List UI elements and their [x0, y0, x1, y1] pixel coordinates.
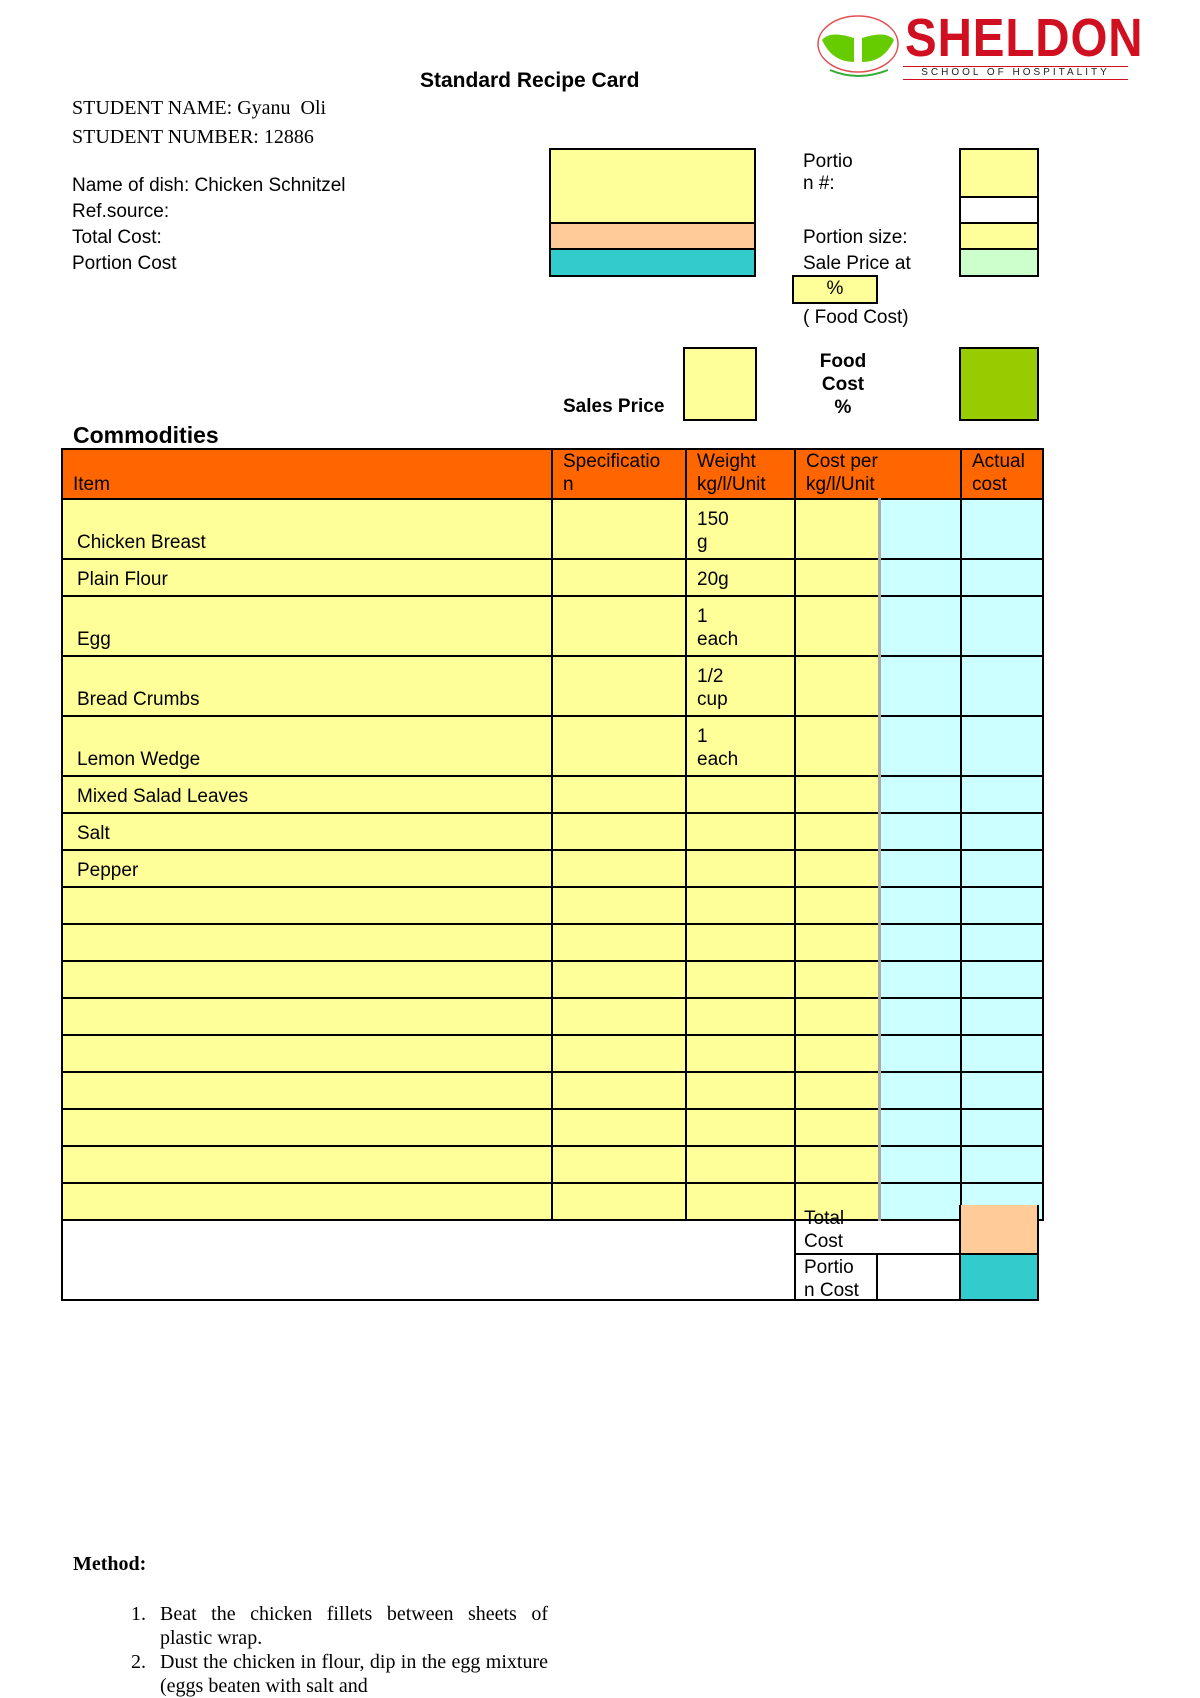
actual-cost-cell[interactable]	[961, 961, 1043, 998]
weight-cell[interactable]	[686, 961, 795, 998]
item-cell[interactable]: Chicken Breast	[62, 499, 552, 559]
weight-cell[interactable]	[686, 1072, 795, 1109]
header-specification: Specificatio n	[552, 449, 686, 499]
portion-size-box[interactable]	[959, 222, 1039, 250]
table-row	[62, 1035, 1043, 1072]
specification-cell[interactable]	[552, 1072, 686, 1109]
ref-source-label: Ref.source:	[72, 201, 170, 222]
specification-cell[interactable]	[552, 776, 686, 813]
specification-cell[interactable]	[552, 924, 686, 961]
student-name-line	[72, 95, 326, 121]
actual-cost-cell[interactable]	[961, 499, 1043, 559]
item-cell[interactable]: Plain Flour	[62, 559, 552, 596]
cost-per-extra-cell[interactable]	[879, 1035, 961, 1072]
commodities-table	[61, 448, 1044, 1221]
item-cell[interactable]: Bread Crumbs	[62, 656, 552, 716]
actual-cost-cell[interactable]	[961, 924, 1043, 961]
cost-per-extra-cell[interactable]	[879, 998, 961, 1035]
weight-cell[interactable]	[686, 776, 795, 813]
table-row	[62, 499, 1043, 559]
header-cost-per: Cost per kg/l/Unit	[795, 449, 961, 499]
cost-per-cell[interactable]	[795, 656, 879, 716]
weight-cell[interactable]	[686, 1109, 795, 1146]
cost-per-extra-cell[interactable]	[879, 559, 961, 596]
specification-cell[interactable]	[552, 656, 686, 716]
specification-cell[interactable]	[552, 998, 686, 1035]
specification-cell[interactable]	[552, 887, 686, 924]
table-row	[62, 1109, 1043, 1146]
portion-cost-box[interactable]	[549, 248, 756, 277]
item-cell[interactable]: Lemon Wedge	[62, 716, 552, 776]
method-list	[128, 1602, 548, 1698]
actual-cost-cell[interactable]	[961, 716, 1043, 776]
food-cost-paren-label: ( Food Cost)	[803, 307, 909, 328]
student-number-value: 12886	[263, 126, 314, 148]
cost-per-extra-cell[interactable]	[879, 961, 961, 998]
table-row	[62, 1072, 1043, 1109]
portion-number-label: Portio n #:	[803, 151, 853, 194]
food-cost-percent-box[interactable]	[959, 347, 1039, 421]
cost-per-extra-cell[interactable]	[879, 1109, 961, 1146]
portion-size-label: Portion size:	[803, 227, 908, 248]
portion-cost-label: Portion Cost	[72, 253, 177, 274]
student-number-line	[72, 124, 314, 150]
actual-cost-cell[interactable]	[961, 596, 1043, 656]
actual-cost-cell[interactable]	[961, 656, 1043, 716]
item-cell[interactable]	[62, 998, 552, 1035]
method-heading: Method:	[73, 1553, 147, 1575]
cost-per-extra-cell[interactable]	[879, 1146, 961, 1183]
cost-per-cell[interactable]	[795, 998, 879, 1035]
student-name-value: Gyanu Oli	[237, 97, 327, 119]
table-footer-blank	[61, 1205, 796, 1301]
footer-portion-cost-cell	[794, 1253, 878, 1301]
dish-info-box[interactable]	[549, 148, 756, 224]
item-cell[interactable]	[62, 961, 552, 998]
cost-per-cell[interactable]	[795, 1146, 879, 1183]
page-title: Standard Recipe Card	[420, 69, 640, 92]
table-row	[62, 596, 1043, 656]
table-row	[62, 998, 1043, 1035]
item-cell[interactable]: Mixed Salad Leaves	[62, 776, 552, 813]
footer-portion-cost-label: Portio n Cost	[804, 1257, 859, 1301]
specification-cell[interactable]	[552, 961, 686, 998]
table-row	[62, 656, 1043, 716]
cost-per-cell[interactable]	[795, 596, 879, 656]
specification-cell[interactable]	[552, 813, 686, 850]
actual-cost-cell[interactable]	[961, 1072, 1043, 1109]
cost-per-cell[interactable]	[795, 716, 879, 776]
cost-per-extra-cell[interactable]	[879, 776, 961, 813]
table-row	[62, 961, 1043, 998]
table-row	[62, 559, 1043, 596]
specification-cell[interactable]	[552, 850, 686, 887]
item-cell[interactable]: Pepper	[62, 850, 552, 887]
specification-cell[interactable]	[552, 559, 686, 596]
cost-per-cell[interactable]	[795, 850, 879, 887]
cost-per-extra-cell[interactable]	[879, 656, 961, 716]
dish-name-value: Chicken Schnitzel	[194, 175, 346, 196]
weight-cell[interactable]	[686, 1146, 795, 1183]
weight-cell[interactable]	[686, 813, 795, 850]
footer-total-cost-box[interactable]	[959, 1205, 1039, 1255]
cost-per-extra-cell[interactable]	[879, 813, 961, 850]
cost-per-extra-cell[interactable]	[879, 1072, 961, 1109]
footer-total-cost-label: Total Cost	[804, 1208, 845, 1252]
specification-cell[interactable]	[552, 1109, 686, 1146]
item-cell[interactable]: Salt	[62, 813, 552, 850]
cost-per-cell[interactable]	[795, 499, 879, 559]
table-row	[62, 813, 1043, 850]
footer-portion-cost-box[interactable]	[959, 1253, 1039, 1301]
sales-price-label: Sales Price	[563, 396, 665, 417]
table-header-row	[62, 449, 1043, 499]
cost-per-extra-cell[interactable]	[879, 850, 961, 887]
table-row	[62, 924, 1043, 961]
actual-cost-cell[interactable]	[961, 1146, 1043, 1183]
footer-total-cost-cell	[794, 1205, 961, 1255]
food-cost-percent-label: Food Cost %	[819, 351, 867, 418]
weight-cell[interactable]: 1 each	[686, 596, 795, 656]
dish-name-label: Name of dish:	[72, 175, 190, 196]
cost-per-extra-cell[interactable]	[879, 499, 961, 559]
method-step: 2. Dust the chicken in flour, dip in the egg mixture (eggs beaten with salt and	[131, 1651, 548, 1697]
commodities-heading: Commodities	[73, 422, 219, 448]
specification-cell[interactable]	[552, 716, 686, 776]
item-cell[interactable]	[62, 1146, 552, 1183]
item-cell[interactable]	[62, 924, 552, 961]
cost-per-cell[interactable]	[795, 1109, 879, 1146]
cost-per-cell[interactable]	[795, 924, 879, 961]
total-cost-box[interactable]	[549, 222, 756, 250]
item-cell[interactable]	[62, 1035, 552, 1072]
actual-cost-cell[interactable]	[961, 559, 1043, 596]
weight-cell[interactable]	[686, 850, 795, 887]
cost-per-cell[interactable]	[795, 1072, 879, 1109]
percent-input[interactable]: %	[792, 275, 878, 304]
footer-portion-cost-spacer	[876, 1253, 961, 1301]
actual-cost-cell[interactable]	[961, 1109, 1043, 1146]
portion-number-box[interactable]	[959, 148, 1039, 198]
cost-per-extra-cell[interactable]	[879, 887, 961, 924]
item-cell[interactable]	[62, 1109, 552, 1146]
method-step-text: Dust the chicken in flour, dip in the egg mixture (eggs beaten with salt and	[160, 1651, 548, 1697]
weight-cell[interactable]	[686, 887, 795, 924]
blank-box[interactable]	[959, 196, 1039, 224]
weight-cell[interactable]: 150 g	[686, 499, 795, 559]
table-row	[62, 850, 1043, 887]
header-actual-cost: Actual cost	[961, 449, 1043, 499]
table-row	[62, 776, 1043, 813]
logo-subtitle: SCHOOL OF HOSPITALITY	[903, 66, 1128, 80]
sales-price-box[interactable]	[683, 347, 757, 421]
cost-per-cell[interactable]	[795, 559, 879, 596]
weight-cell[interactable]	[686, 998, 795, 1035]
cost-per-cell[interactable]	[795, 961, 879, 998]
specification-cell[interactable]	[552, 1035, 686, 1072]
leaf-logo-icon	[810, 10, 905, 80]
specification-cell[interactable]	[552, 499, 686, 559]
header-weight: Weight kg/l/Unit	[686, 449, 795, 499]
logo-brand-text: SHELDON	[905, 8, 1144, 68]
specification-cell[interactable]	[552, 596, 686, 656]
cost-per-cell[interactable]	[795, 887, 879, 924]
weight-cell[interactable]: 20g	[686, 559, 795, 596]
total-cost-label: Total Cost:	[72, 227, 162, 248]
actual-cost-cell[interactable]	[961, 850, 1043, 887]
item-cell[interactable]	[62, 887, 552, 924]
method-step: 1. Beat the chicken fillets between sheets of plastic wrap.	[131, 1603, 548, 1649]
specification-cell[interactable]	[552, 1146, 686, 1183]
table-row	[62, 887, 1043, 924]
weight-cell[interactable]	[686, 924, 795, 961]
actual-cost-cell[interactable]	[961, 776, 1043, 813]
student-name-label: STUDENT NAME:	[72, 97, 233, 119]
weight-cell[interactable]: 1 each	[686, 716, 795, 776]
sale-price-box[interactable]	[959, 248, 1039, 277]
weight-cell[interactable]	[686, 1035, 795, 1072]
cost-per-cell[interactable]	[795, 813, 879, 850]
cost-per-extra-cell[interactable]	[879, 716, 961, 776]
cost-per-cell[interactable]	[795, 776, 879, 813]
cost-per-extra-cell[interactable]	[879, 924, 961, 961]
table-row	[62, 716, 1043, 776]
cost-per-cell[interactable]	[795, 1035, 879, 1072]
weight-cell[interactable]: 1/2 cup	[686, 656, 795, 716]
cost-per-extra-cell[interactable]	[879, 596, 961, 656]
dish-name-line	[72, 175, 346, 197]
sale-price-at-label: Sale Price at	[803, 253, 911, 274]
actual-cost-cell[interactable]	[961, 998, 1043, 1035]
actual-cost-cell[interactable]	[961, 1035, 1043, 1072]
item-cell[interactable]: Egg	[62, 596, 552, 656]
method-step-text: Beat the chicken fillets between sheets of plastic wrap.	[160, 1603, 548, 1649]
actual-cost-cell[interactable]	[961, 813, 1043, 850]
student-number-label: STUDENT NUMBER:	[72, 126, 259, 148]
actual-cost-cell[interactable]	[961, 887, 1043, 924]
header-item: Item	[62, 449, 552, 499]
table-row	[62, 1146, 1043, 1183]
item-cell[interactable]	[62, 1072, 552, 1109]
